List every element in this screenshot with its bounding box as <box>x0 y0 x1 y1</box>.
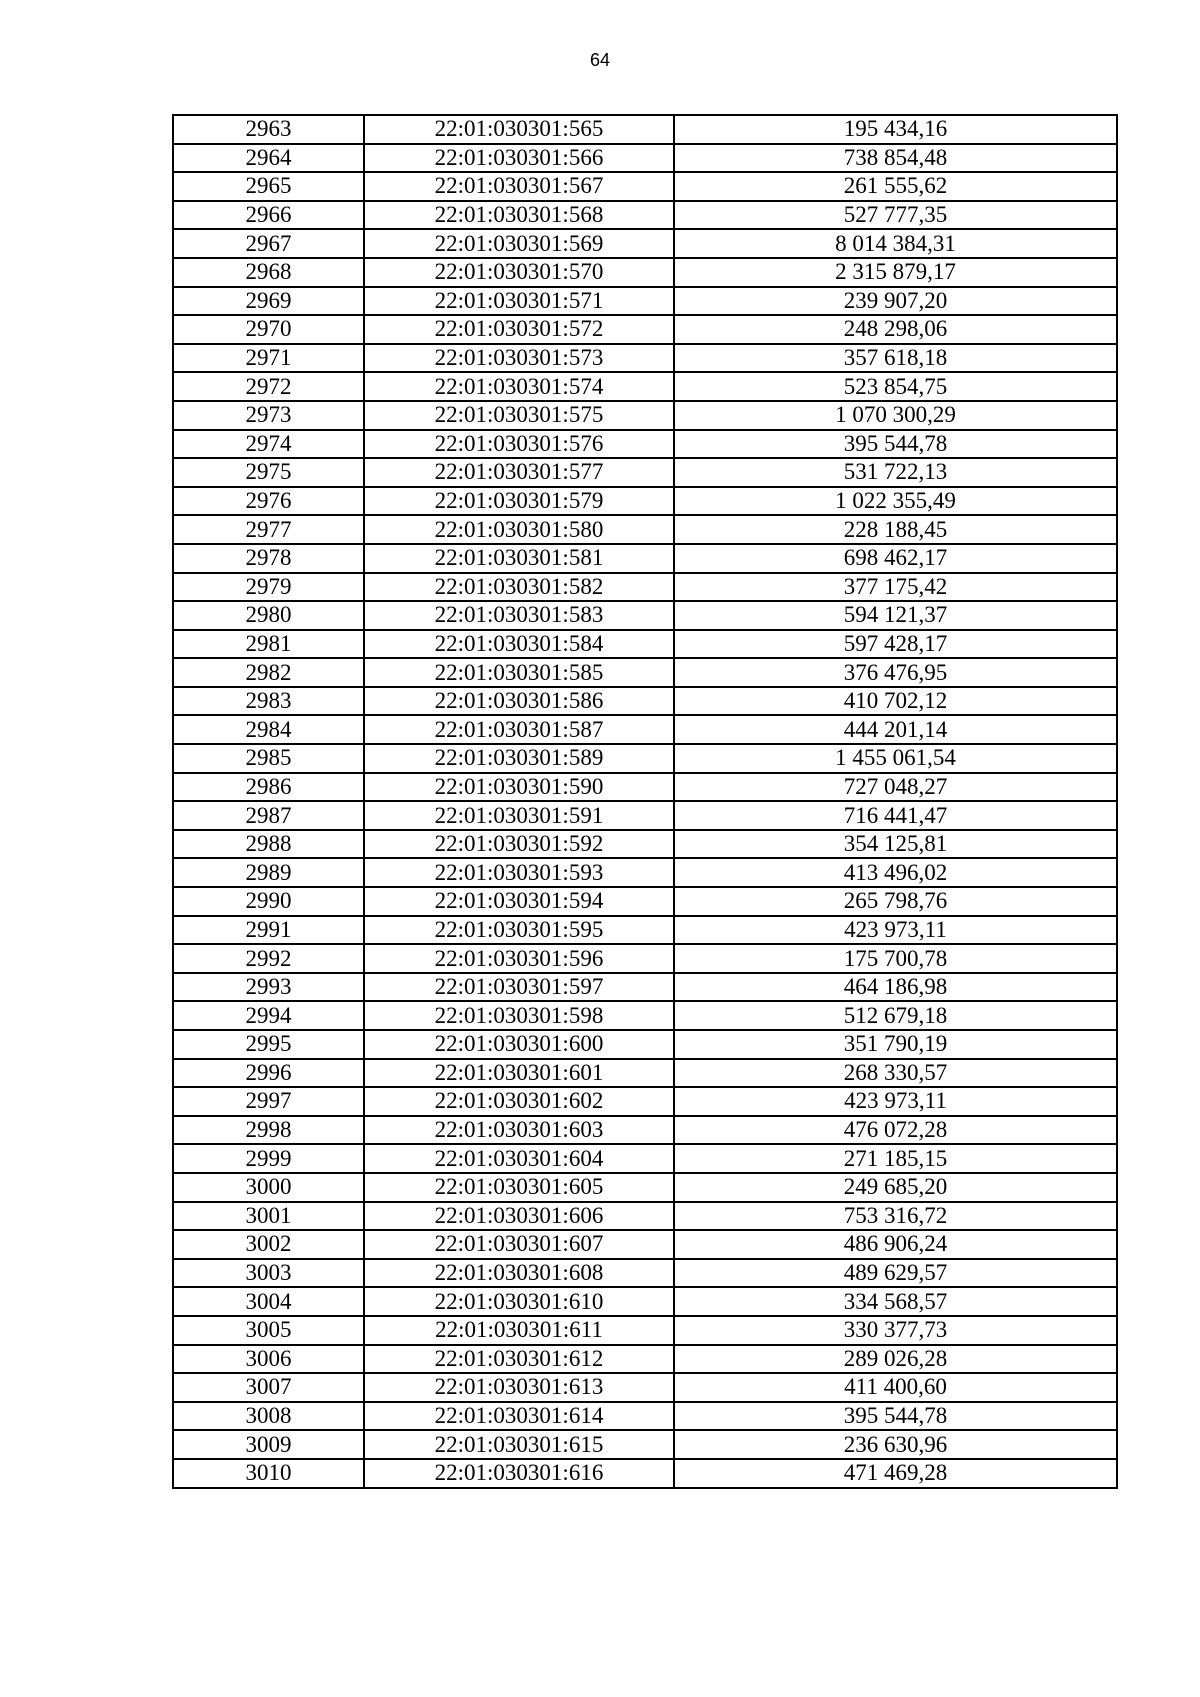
cadastral-number-cell: 22:01:030301:576 <box>364 430 674 459</box>
row-number-cell: 2983 <box>173 687 364 716</box>
cadastral-number-cell: 22:01:030301:573 <box>364 344 674 373</box>
cadastral-number-cell: 22:01:030301:598 <box>364 1001 674 1030</box>
cadastral-value-cell: 357 618,18 <box>674 344 1117 373</box>
table-row <box>173 916 1117 945</box>
cadastral-number-cell: 22:01:030301:593 <box>364 858 674 887</box>
row-number-cell: 2966 <box>173 201 364 230</box>
cadastral-value-cell: 489 629,57 <box>674 1259 1117 1288</box>
cadastral-value-cell: 486 906,24 <box>674 1230 1117 1259</box>
table-row <box>173 858 1117 887</box>
row-number-cell: 2992 <box>173 944 364 973</box>
row-number-cell: 2969 <box>173 287 364 316</box>
cadastral-value-cell: 239 907,20 <box>674 287 1117 316</box>
table-row <box>173 315 1117 344</box>
cadastral-value-cell: 330 377,73 <box>674 1316 1117 1345</box>
row-number-cell: 2979 <box>173 573 364 602</box>
table-row <box>173 1202 1117 1231</box>
row-number-cell: 3009 <box>173 1430 364 1459</box>
row-number-cell: 2977 <box>173 515 364 544</box>
row-number-cell: 2970 <box>173 315 364 344</box>
cadastral-number-cell: 22:01:030301:590 <box>364 773 674 802</box>
cadastral-number-cell: 22:01:030301:591 <box>364 801 674 830</box>
row-number-cell: 2991 <box>173 916 364 945</box>
cadastral-value-cell: 249 685,20 <box>674 1173 1117 1202</box>
table-row <box>173 1001 1117 1030</box>
cadastral-value-cell: 2 315 879,17 <box>674 258 1117 287</box>
row-number-cell: 3008 <box>173 1402 364 1431</box>
table-row <box>173 401 1117 430</box>
cadastral-number-cell: 22:01:030301:580 <box>364 515 674 544</box>
cadastral-number-cell: 22:01:030301:586 <box>364 687 674 716</box>
row-number-cell: 2974 <box>173 430 364 459</box>
page-number: 64 <box>589 50 611 70</box>
table-row <box>173 115 1117 144</box>
table-row <box>173 744 1117 773</box>
cadastral-number-cell: 22:01:030301:572 <box>364 315 674 344</box>
cadastral-value-cell: 423 973,11 <box>674 916 1117 945</box>
table-row <box>173 1059 1117 1088</box>
row-number-cell: 2965 <box>173 172 364 201</box>
table-row <box>173 172 1117 201</box>
cadastral-number-cell: 22:01:030301:587 <box>364 715 674 744</box>
row-number-cell: 2964 <box>173 144 364 173</box>
cadastral-number-cell: 22:01:030301:600 <box>364 1030 674 1059</box>
row-number-cell: 2994 <box>173 1001 364 1030</box>
table-row <box>173 944 1117 973</box>
row-number-cell: 3003 <box>173 1259 364 1288</box>
cadastral-value-cell: 236 630,96 <box>674 1430 1117 1459</box>
cadastral-number-cell: 22:01:030301:613 <box>364 1373 674 1402</box>
row-number-cell: 2997 <box>173 1087 364 1116</box>
cadastral-value-cell: 423 973,11 <box>674 1087 1117 1116</box>
table-row <box>173 515 1117 544</box>
cadastral-number-cell: 22:01:030301:582 <box>364 573 674 602</box>
cadastral-number-cell: 22:01:030301:604 <box>364 1144 674 1173</box>
cadastral-value-cell: 597 428,17 <box>674 630 1117 659</box>
cadastral-value-cell: 1 022 355,49 <box>674 487 1117 516</box>
row-number-cell: 2975 <box>173 458 364 487</box>
cadastral-value-cell: 716 441,47 <box>674 801 1117 830</box>
cadastral-value-cell: 413 496,02 <box>674 858 1117 887</box>
table-row <box>173 258 1117 287</box>
cadastral-number-cell: 22:01:030301:574 <box>364 372 674 401</box>
cadastral-number-cell: 22:01:030301:584 <box>364 630 674 659</box>
cadastral-number-cell: 22:01:030301:606 <box>364 1202 674 1231</box>
cadastral-number-cell: 22:01:030301:595 <box>364 916 674 945</box>
cadastral-number-cell: 22:01:030301:565 <box>364 115 674 144</box>
table-row <box>173 372 1117 401</box>
cadastral-value-cell: 376 476,95 <box>674 658 1117 687</box>
table-row <box>173 287 1117 316</box>
cadastral-number-cell: 22:01:030301:568 <box>364 201 674 230</box>
row-number-cell: 2999 <box>173 1144 364 1173</box>
table-row <box>173 715 1117 744</box>
table-row <box>173 573 1117 602</box>
cadastral-value-cell: 738 854,48 <box>674 144 1117 173</box>
row-number-cell: 2996 <box>173 1059 364 1088</box>
row-number-cell: 2982 <box>173 658 364 687</box>
cadastral-number-cell: 22:01:030301:612 <box>364 1345 674 1374</box>
cadastral-value-cell: 1 070 300,29 <box>674 401 1117 430</box>
table-row <box>173 144 1117 173</box>
row-number-cell: 2971 <box>173 344 364 373</box>
row-number-cell: 2988 <box>173 830 364 859</box>
table-row <box>173 1144 1117 1173</box>
table-row <box>173 973 1117 1002</box>
cadastral-number-cell: 22:01:030301:567 <box>364 172 674 201</box>
cadastral-value-cell: 594 121,37 <box>674 601 1117 630</box>
cadastral-value-cell: 271 185,15 <box>674 1144 1117 1173</box>
cadastral-value-cell: 753 316,72 <box>674 1202 1117 1231</box>
table-row <box>173 1259 1117 1288</box>
cadastral-value-cell: 395 544,78 <box>674 430 1117 459</box>
row-number-cell: 2998 <box>173 1116 364 1145</box>
cadastral-value-cell: 261 555,62 <box>674 172 1117 201</box>
table-row <box>173 458 1117 487</box>
row-number-cell: 3006 <box>173 1345 364 1374</box>
table-row <box>173 1230 1117 1259</box>
table-row <box>173 1345 1117 1374</box>
cadastral-value-cell: 195 434,16 <box>674 115 1117 144</box>
cadastral-number-cell: 22:01:030301:596 <box>364 944 674 973</box>
cadastral-value-cell: 531 722,13 <box>674 458 1117 487</box>
row-number-cell: 3010 <box>173 1459 364 1488</box>
table-row <box>173 229 1117 258</box>
cadastral-number-cell: 22:01:030301:577 <box>364 458 674 487</box>
cadastral-number-cell: 22:01:030301:583 <box>364 601 674 630</box>
cadastral-value-cell: 268 330,57 <box>674 1059 1117 1088</box>
table-row <box>173 487 1117 516</box>
cadastral-number-cell: 22:01:030301:579 <box>364 487 674 516</box>
cadastral-number-cell: 22:01:030301:605 <box>364 1173 674 1202</box>
row-number-cell: 2986 <box>173 773 364 802</box>
table-row <box>173 687 1117 716</box>
cadastral-number-cell: 22:01:030301:585 <box>364 658 674 687</box>
cadastral-number-cell: 22:01:030301:607 <box>364 1230 674 1259</box>
row-number-cell: 2978 <box>173 544 364 573</box>
cadastral-value-cell: 444 201,14 <box>674 715 1117 744</box>
cadastral-number-cell: 22:01:030301:575 <box>364 401 674 430</box>
row-number-cell: 3004 <box>173 1287 364 1316</box>
row-number-cell: 2985 <box>173 744 364 773</box>
row-number-cell: 2976 <box>173 487 364 516</box>
table-body <box>173 115 1117 1488</box>
row-number-cell: 3002 <box>173 1230 364 1259</box>
cadastral-number-cell: 22:01:030301:581 <box>364 544 674 573</box>
cadastral-number-cell: 22:01:030301:602 <box>364 1087 674 1116</box>
cadastral-number-cell: 22:01:030301:571 <box>364 287 674 316</box>
cadastral-number-cell: 22:01:030301:601 <box>364 1059 674 1088</box>
row-number-cell: 2968 <box>173 258 364 287</box>
table-row <box>173 1287 1117 1316</box>
cadastral-value-table <box>172 114 1118 1489</box>
cadastral-value-cell: 698 462,17 <box>674 544 1117 573</box>
table-row <box>173 1459 1117 1488</box>
table-row <box>173 1402 1117 1431</box>
row-number-cell: 3001 <box>173 1202 364 1231</box>
row-number-cell: 2990 <box>173 887 364 916</box>
cadastral-value-cell: 527 777,35 <box>674 201 1117 230</box>
cadastral-value-cell: 377 175,42 <box>674 573 1117 602</box>
table-row <box>173 201 1117 230</box>
cadastral-number-cell: 22:01:030301:608 <box>364 1259 674 1288</box>
row-number-cell: 2967 <box>173 229 364 258</box>
cadastral-number-cell: 22:01:030301:594 <box>364 887 674 916</box>
table-row <box>173 1316 1117 1345</box>
cadastral-number-cell: 22:01:030301:592 <box>364 830 674 859</box>
table-row <box>173 773 1117 802</box>
table-row <box>173 1373 1117 1402</box>
cadastral-value-cell: 471 469,28 <box>674 1459 1117 1488</box>
cadastral-value-cell: 395 544,78 <box>674 1402 1117 1431</box>
row-number-cell: 2963 <box>173 115 364 144</box>
row-number-cell: 2995 <box>173 1030 364 1059</box>
table-row <box>173 430 1117 459</box>
cadastral-value-cell: 354 125,81 <box>674 830 1117 859</box>
table-row <box>173 1030 1117 1059</box>
row-number-cell: 2981 <box>173 630 364 659</box>
cadastral-number-cell: 22:01:030301:589 <box>364 744 674 773</box>
table-row <box>173 801 1117 830</box>
table-row <box>173 1087 1117 1116</box>
cadastral-value-cell: 265 798,76 <box>674 887 1117 916</box>
cadastral-value-cell: 411 400,60 <box>674 1373 1117 1402</box>
cadastral-value-cell: 334 568,57 <box>674 1287 1117 1316</box>
cadastral-value-cell: 248 298,06 <box>674 315 1117 344</box>
cadastral-value-cell: 512 679,18 <box>674 1001 1117 1030</box>
row-number-cell: 2993 <box>173 973 364 1002</box>
cadastral-value-cell: 476 072,28 <box>674 1116 1117 1145</box>
cadastral-value-cell: 410 702,12 <box>674 687 1117 716</box>
cadastral-number-cell: 22:01:030301:615 <box>364 1430 674 1459</box>
cadastral-number-cell: 22:01:030301:614 <box>364 1402 674 1431</box>
cadastral-number-cell: 22:01:030301:616 <box>364 1459 674 1488</box>
table-row <box>173 1430 1117 1459</box>
cadastral-value-cell: 727 048,27 <box>674 773 1117 802</box>
table-row <box>173 830 1117 859</box>
table-row <box>173 544 1117 573</box>
cadastral-value-cell: 289 026,28 <box>674 1345 1117 1374</box>
row-number-cell: 3005 <box>173 1316 364 1345</box>
cadastral-number-cell: 22:01:030301:597 <box>364 973 674 1002</box>
row-number-cell: 2984 <box>173 715 364 744</box>
table-row <box>173 658 1117 687</box>
cadastral-value-cell: 351 790,19 <box>674 1030 1117 1059</box>
cadastral-number-cell: 22:01:030301:603 <box>364 1116 674 1145</box>
cadastral-value-cell: 1 455 061,54 <box>674 744 1117 773</box>
table-row <box>173 601 1117 630</box>
cadastral-value-cell: 228 188,45 <box>674 515 1117 544</box>
row-number-cell: 2972 <box>173 372 364 401</box>
cadastral-number-cell: 22:01:030301:569 <box>364 229 674 258</box>
row-number-cell: 2987 <box>173 801 364 830</box>
row-number-cell: 2989 <box>173 858 364 887</box>
cadastral-number-cell: 22:01:030301:610 <box>364 1287 674 1316</box>
cadastral-value-cell: 175 700,78 <box>674 944 1117 973</box>
cadastral-number-cell: 22:01:030301:566 <box>364 144 674 173</box>
table-row <box>173 344 1117 373</box>
row-number-cell: 3000 <box>173 1173 364 1202</box>
cadastral-number-cell: 22:01:030301:570 <box>364 258 674 287</box>
cadastral-number-cell: 22:01:030301:611 <box>364 1316 674 1345</box>
cadastral-value-cell: 523 854,75 <box>674 372 1117 401</box>
row-number-cell: 2973 <box>173 401 364 430</box>
cadastral-value-cell: 464 186,98 <box>674 973 1117 1002</box>
cadastral-value-cell: 8 014 384,31 <box>674 229 1117 258</box>
table-row <box>173 630 1117 659</box>
table-row <box>173 887 1117 916</box>
row-number-cell: 3007 <box>173 1373 364 1402</box>
table-row <box>173 1173 1117 1202</box>
table-row <box>173 1116 1117 1145</box>
row-number-cell: 2980 <box>173 601 364 630</box>
